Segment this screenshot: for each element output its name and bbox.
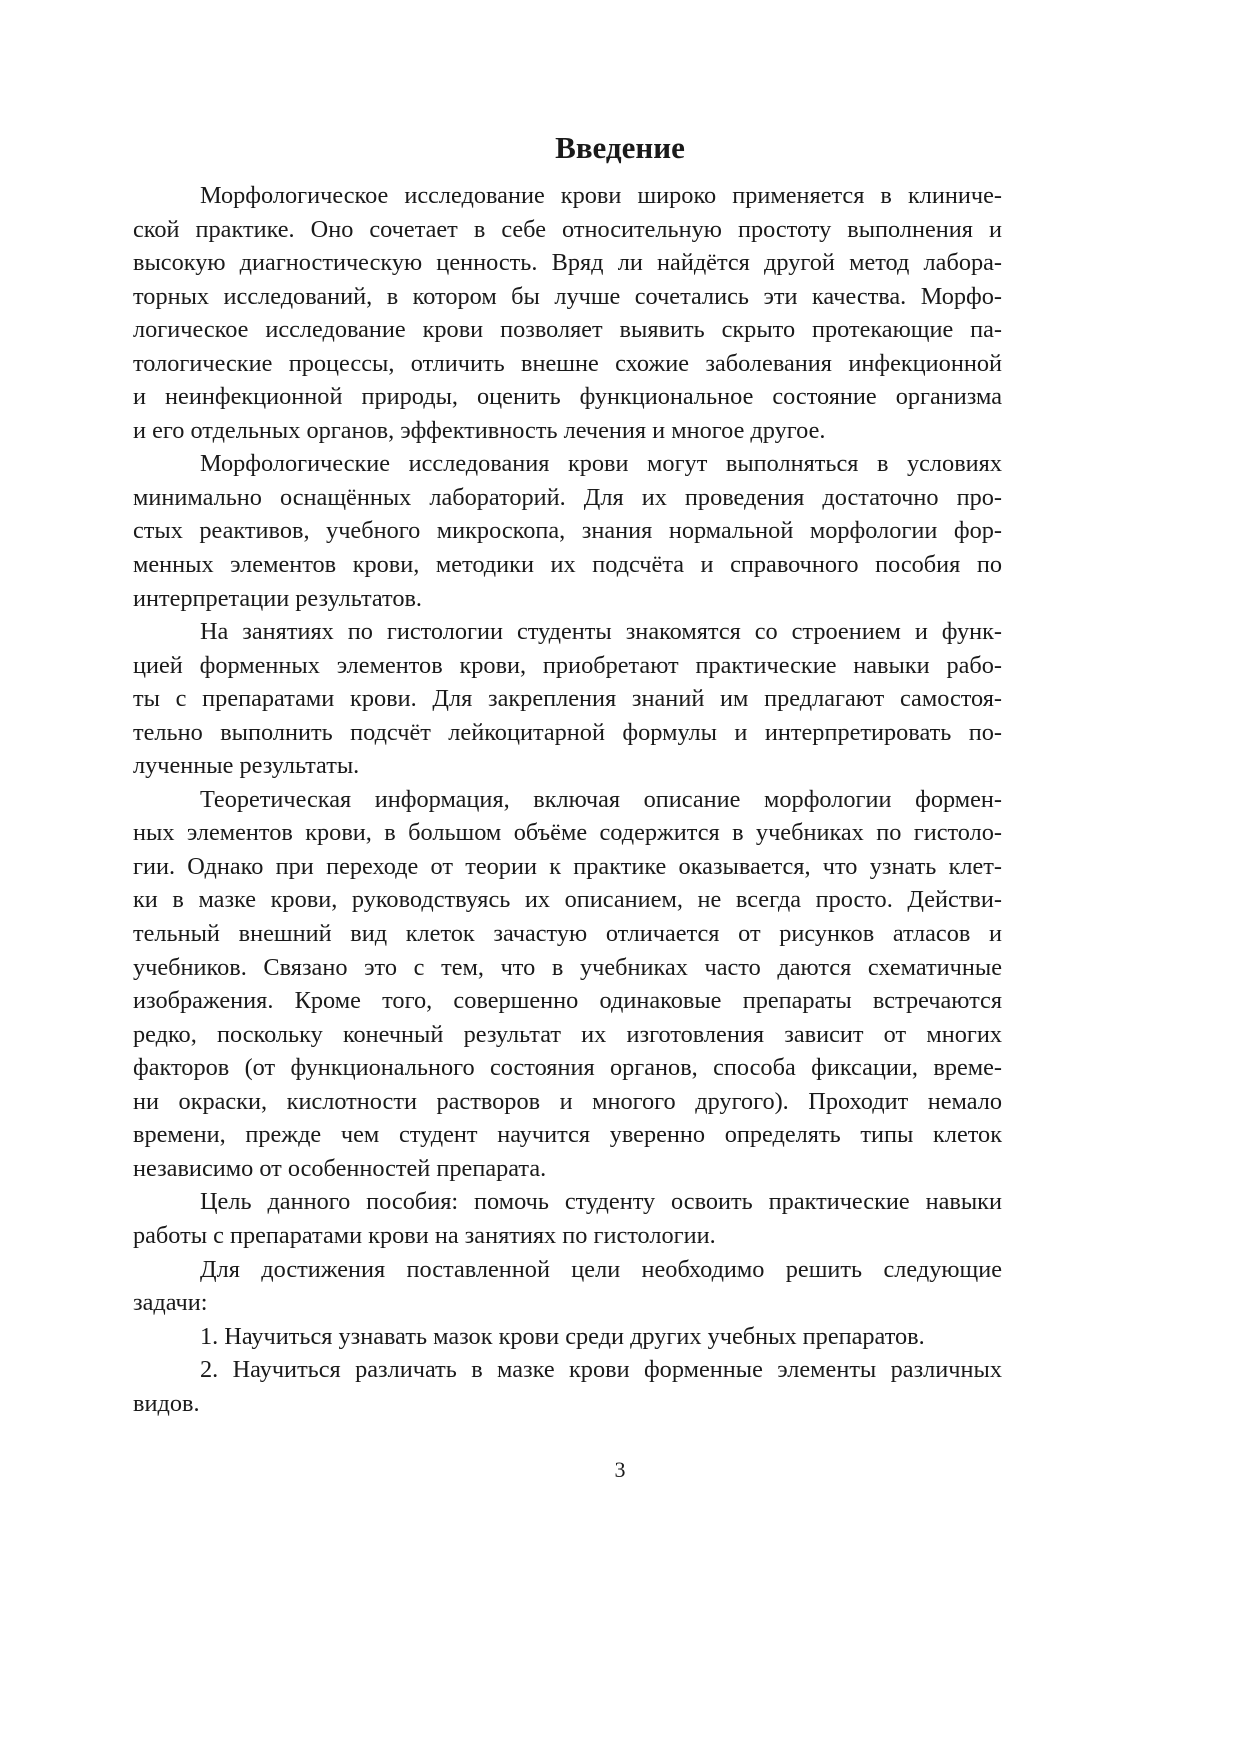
text-line: ты с препаратами крови. Для закрепления знаний им предлагают самостоя- bbox=[133, 685, 1002, 713]
text-line: Цель данного пособия: помочь студенту освоить практические навыки bbox=[200, 1188, 1002, 1216]
text-line: ки в мазке крови, руководствуясь их описанием, не всегда просто. Действи- bbox=[133, 886, 1002, 914]
page-title: Введение bbox=[555, 130, 685, 165]
text-line: торных исследований, в котором бы лучше сочетались эти качества. Морфо- bbox=[133, 282, 1002, 310]
text-line: лученные результаты. bbox=[133, 752, 360, 780]
text-line: редко, поскольку конечный результат их изготовления зависит от многих bbox=[133, 1020, 1002, 1048]
paragraph bbox=[133, 1253, 1002, 1320]
text-line: видов. bbox=[133, 1389, 200, 1417]
text-line: изображения. Кроме того, совершенно одинаковые препараты встречаются bbox=[133, 987, 1002, 1015]
text-line: Теоретическая информация, включая описание морфологии формен- bbox=[200, 785, 1002, 813]
text-line: времени, прежде чем студент научится уверенно определять типы клеток bbox=[133, 1121, 1002, 1149]
text-line: минимально оснащённых лабораторий. Для их проведения достаточно про- bbox=[133, 483, 1002, 511]
text-line: факторов (от функционального состояния органов, способа фиксации, време- bbox=[133, 1054, 1002, 1082]
paragraph bbox=[133, 615, 1002, 783]
paragraph bbox=[133, 1353, 1002, 1420]
text-line: тологические процессы, отличить внешне схожие заболевания инфекционной bbox=[133, 349, 1002, 377]
text-line: цией форменных элементов крови, приобретают практические навыки рабо- bbox=[133, 651, 1002, 679]
text-line: задачи: bbox=[133, 1289, 208, 1317]
paragraph bbox=[133, 1320, 1002, 1354]
text-line: и неинфекционной природы, оценить функциональное состояние организма bbox=[133, 383, 1002, 411]
paragraph bbox=[133, 447, 1002, 615]
text-line: На занятиях по гистологии студенты знакомятся со строением и функ- bbox=[200, 618, 1002, 646]
text-line: тельно выполнить подсчёт лейкоцитарной формулы и интерпретировать по- bbox=[133, 718, 1002, 746]
text-line: ных элементов крови, в большом объёме содержится в учебниках по гистоло- bbox=[133, 819, 1002, 847]
text-line: ни окраски, кислотности растворов и многого другого). Проходит немало bbox=[133, 1087, 1002, 1115]
document-body bbox=[133, 179, 1002, 1420]
text-line: Для достижения поставленной цели необходимо решить следующие bbox=[200, 1255, 1002, 1283]
text-line: ской практике. Оно сочетает в себе относительную простоту выполнения и bbox=[133, 215, 1002, 243]
text-line: логическое исследование крови позволяет выявить скрыто протекающие па- bbox=[133, 316, 1002, 344]
text-line: 1. Научиться узнавать мазок крови среди других учебных препаратов. bbox=[200, 1322, 925, 1350]
text-line: Морфологическое исследование крови широко применяется в клиниче- bbox=[200, 182, 1002, 209]
text-line: Морфологические исследования крови могут выполняться в условиях bbox=[200, 450, 1002, 478]
text-line: 2. Научиться различать в мазке крови форменные элементы различных bbox=[200, 1356, 1002, 1384]
paragraph bbox=[133, 1185, 1002, 1252]
text-line: менных элементов крови, методики их подсчёта и справочного пособия по bbox=[133, 551, 1002, 579]
paragraph bbox=[133, 179, 1002, 447]
text-line: работы с препаратами крови на занятиях по гистологии. bbox=[133, 1221, 716, 1249]
page-number: 3 bbox=[614, 1457, 626, 1482]
text-line: и его отдельных органов, эффективность лечения и многое другое. bbox=[133, 416, 826, 444]
text-line: гии. Однако при переходе от теории к практике оказывается, что узнать клет- bbox=[133, 852, 1002, 880]
text-line: высокую диагностическую ценность. Вряд ли найдётся другой метод лабора- bbox=[133, 249, 1002, 277]
text-line: учебников. Связано это с тем, что в учебниках часто даются схематичные bbox=[133, 953, 1002, 981]
text-line: интерпретации результатов. bbox=[133, 584, 423, 612]
paragraph bbox=[133, 783, 1002, 1186]
text-line: стых реактивов, учебного микроскопа, знания нормальной морфологии фор- bbox=[133, 517, 1002, 545]
text-line: тельный внешний вид клеток зачастую отличается от рисунков атласов и bbox=[133, 920, 1002, 948]
text-line: независимо от особенностей препарата. bbox=[133, 1154, 547, 1182]
